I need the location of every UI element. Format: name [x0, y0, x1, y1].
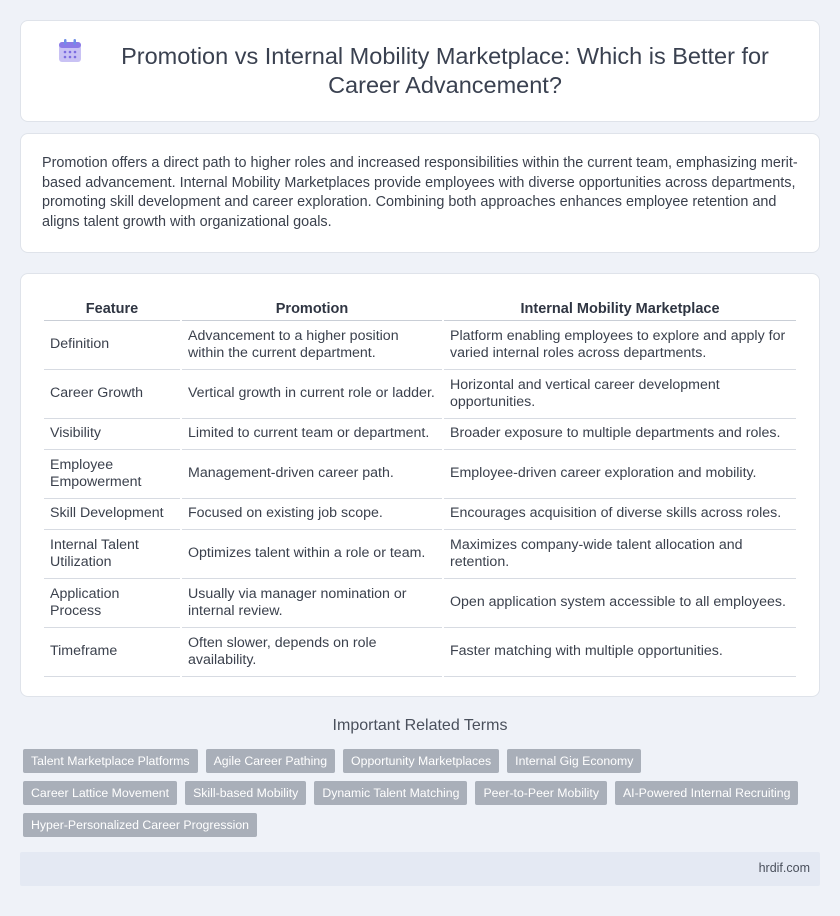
feature-cell: Skill Development — [44, 499, 180, 530]
table-row — [44, 419, 796, 450]
mobility-cell: Horizontal and vertical career development opportunities. — [444, 370, 796, 419]
mobility-cell: Faster matching with multiple opportunities. — [444, 628, 796, 677]
comparison-table — [42, 296, 798, 677]
related-term-tag[interactable]: Career Lattice Movement — [23, 781, 177, 805]
promotion-cell: Usually via manager nomination or internal review. — [182, 579, 442, 628]
intro-card — [20, 133, 820, 253]
intro-paragraph: Promotion offers a direct path to higher roles and increased responsibilities within the current team, emphasizing merit-based advancement. Internal Mobility Marketplaces provide employees with diverse opportunities across departments, promoting skill development and career exploration. Combining both approaches enhances employee retention and aligns talent growth with organizational goals. — [42, 155, 798, 230]
table-row — [44, 499, 796, 530]
title-card — [20, 20, 820, 122]
mobility-cell: Broader exposure to multiple departments and roles. — [444, 419, 796, 450]
related-term-tag[interactable]: Peer-to-Peer Mobility — [475, 781, 607, 805]
header-feature: Feature — [44, 296, 180, 321]
header-promotion: Promotion — [182, 296, 442, 321]
table-row — [44, 530, 796, 579]
table-row — [44, 450, 796, 499]
promotion-cell: Vertical growth in current role or ladder. — [182, 370, 442, 419]
related-term-tag[interactable]: Hyper-Personalized Career Progression — [23, 813, 257, 837]
table-header-row — [44, 296, 796, 321]
feature-cell: Timeframe — [44, 628, 180, 677]
mobility-cell: Platform enabling employees to explore and apply for varied internal roles across departments. — [444, 321, 796, 370]
table-row — [44, 321, 796, 370]
related-term-tag[interactable]: Internal Gig Economy — [507, 749, 641, 773]
related-term-tag[interactable]: Opportunity Marketplaces — [343, 749, 499, 773]
feature-cell: Visibility — [44, 419, 180, 450]
related-terms-list — [23, 749, 803, 837]
related-term-tag[interactable]: Agile Career Pathing — [206, 749, 335, 773]
mobility-cell: Employee-driven career exploration and mobility. — [444, 450, 796, 499]
promotion-cell: Limited to current team or department. — [182, 419, 442, 450]
related-term-tag[interactable]: AI-Powered Internal Recruiting — [615, 781, 798, 805]
feature-cell: Application Process — [44, 579, 180, 628]
footer-site-link[interactable]: hrdif.com — [758, 861, 810, 875]
promotion-cell: Advancement to a higher position within the current department. — [182, 321, 442, 370]
promotion-cell: Management-driven career path. — [182, 450, 442, 499]
mobility-cell: Open application system accessible to all employees. — [444, 579, 796, 628]
mobility-cell: Maximizes company-wide talent allocation and retention. — [444, 530, 796, 579]
table-row — [44, 628, 796, 677]
footer-bar — [20, 852, 820, 886]
promotion-cell: Optimizes talent within a role or team. — [182, 530, 442, 579]
feature-cell: Definition — [44, 321, 180, 370]
mobility-cell: Encourages acquisition of diverse skills across roles. — [444, 499, 796, 530]
header-internal-mobility: Internal Mobility Marketplace — [444, 296, 796, 321]
promotion-cell: Focused on existing job scope. — [182, 499, 442, 530]
table-row — [44, 579, 796, 628]
related-terms-heading: Important Related Terms — [332, 717, 508, 734]
feature-cell: Employee Empowerment — [44, 450, 180, 499]
page-title: Promotion vs Internal Mobility Marketplace: Which is Better for Career Advancement? — [121, 43, 769, 98]
promotion-cell: Often slower, depends on role availability. — [182, 628, 442, 677]
related-term-tag[interactable]: Dynamic Talent Matching — [314, 781, 467, 805]
related-term-tag[interactable]: Talent Marketplace Platforms — [23, 749, 198, 773]
calendar-icon — [55, 36, 85, 66]
related-term-tag[interactable]: Skill-based Mobility — [185, 781, 306, 805]
comparison-card — [20, 273, 820, 697]
table-row — [44, 370, 796, 419]
feature-cell: Internal Talent Utilization — [44, 530, 180, 579]
feature-cell: Career Growth — [44, 370, 180, 419]
